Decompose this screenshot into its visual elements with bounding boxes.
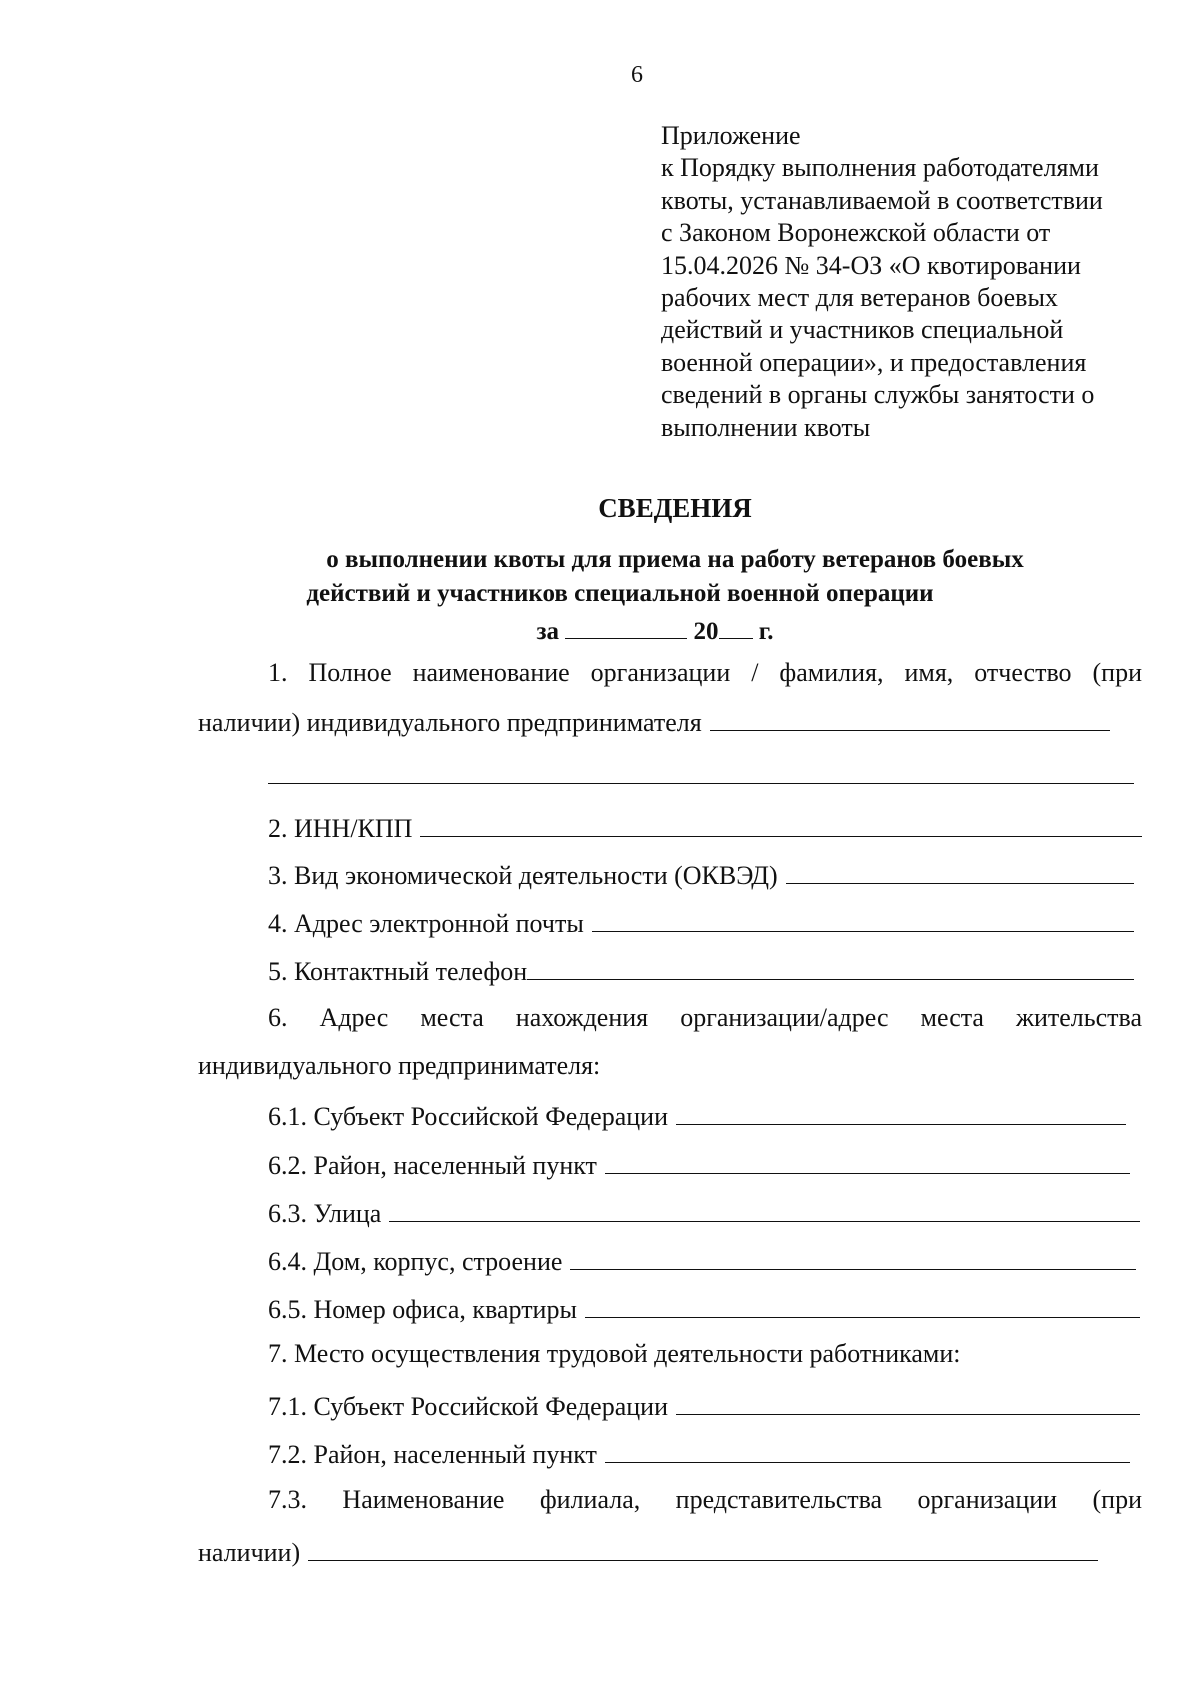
field-6-3 — [268, 1195, 1140, 1229]
field-4 — [268, 905, 1134, 939]
work-district-field[interactable] — [605, 1436, 1130, 1463]
field-6-2 — [268, 1147, 1130, 1181]
email-label: 4. Адрес электронной почты — [268, 909, 584, 938]
inn-kpp-label: 2. ИНН/КПП — [268, 814, 413, 843]
period-blank-field[interactable] — [565, 612, 687, 639]
email-field[interactable] — [592, 905, 1134, 932]
field-6-1 — [268, 1098, 1126, 1132]
okved-field[interactable] — [786, 857, 1134, 884]
field-1-label: наличии) индивидуального предпринимателя — [198, 708, 702, 737]
appendix-header — [661, 120, 1161, 444]
field-6-5 — [268, 1291, 1140, 1325]
period-suffix: г. — [758, 618, 774, 645]
period-prefix: за — [536, 618, 559, 645]
appendix-line: с Законом Воронежской области от — [661, 218, 1051, 248]
document-title: СВЕДЕНИЯ — [598, 493, 752, 523]
appendix-line: к Порядку выполнения работодателями — [661, 153, 1099, 183]
field-7-3-line-1: 7.3. Наименование филиала, представительства организации (при — [268, 1485, 1142, 1514]
work-subject-label: 7.1. Субъект Российской Федерации — [268, 1392, 668, 1421]
appendix-line: выполнении квоты — [661, 412, 871, 442]
appendix-line: военной операции», и предоставления — [661, 347, 1087, 377]
okved-label: 3. Вид экономической деятельности (ОКВЭД) — [268, 861, 778, 890]
field-6-line-1: 6. Адрес места нахождения организации/адрес места жительства — [268, 1003, 1142, 1032]
address-street-field[interactable] — [389, 1195, 1140, 1222]
address-building-label: 6.4. Дом, корпус, строение — [268, 1247, 563, 1276]
field-1-line-1: 1. Полное наименование организации / фамилия, имя, отчество (при — [268, 658, 1142, 687]
address-district-label: 6.2. Район, населенный пункт — [268, 1151, 597, 1180]
branch-name-field[interactable] — [308, 1534, 1098, 1561]
address-subject-label: 6.1. Субъект Российской Федерации — [268, 1102, 668, 1131]
field-7: 7. Место осуществления трудовой деятельности работниками: — [268, 1339, 961, 1368]
period-year: 20 — [693, 618, 719, 645]
address-street-label: 6.3. Улица — [268, 1199, 382, 1228]
branch-label: наличии) — [198, 1538, 301, 1567]
field-7-3-line-2 — [198, 1534, 1098, 1568]
address-office-label: 6.5. Номер офиса, квартиры — [268, 1295, 577, 1324]
field-5 — [268, 953, 1134, 987]
report-period — [0, 612, 1200, 646]
inn-kpp-field[interactable] — [420, 810, 1142, 837]
appendix-line: действий и участников специальной — [661, 315, 1064, 345]
org-name-field[interactable] — [710, 704, 1110, 731]
phone-field[interactable] — [527, 953, 1134, 980]
field-6-line-2: индивидуального предпринимателя: — [198, 1051, 601, 1080]
appendix-line: рабочих мест для ветеранов боевых — [661, 283, 1058, 313]
period-year-blank-field[interactable] — [719, 612, 753, 639]
address-building-field[interactable] — [570, 1243, 1136, 1270]
field-7-2 — [268, 1436, 1130, 1470]
appendix-line: сведений в органы службы занятости о — [661, 380, 1095, 410]
subtitle-line-1: о выполнении квоты для приема на работу ветеранов боевых — [326, 546, 1024, 573]
address-district-field[interactable] — [605, 1147, 1130, 1174]
phone-label: 5. Контактный телефон — [268, 957, 528, 986]
subtitle-line-2: действий и участников специальной военной операции — [306, 580, 934, 607]
work-district-label: 7.2. Район, населенный пункт — [268, 1440, 597, 1469]
address-subject-field[interactable] — [676, 1098, 1126, 1125]
org-name-field-continuation[interactable] — [268, 783, 1134, 784]
field-7-1 — [268, 1388, 1140, 1422]
appendix-line: Приложение — [661, 121, 801, 150]
page-number: 6 — [631, 62, 643, 88]
address-office-field[interactable] — [585, 1291, 1140, 1318]
field-3 — [268, 857, 1134, 891]
field-2 — [268, 810, 1142, 844]
appendix-line: квоты, устанавливаемой в соответствии — [661, 185, 1103, 215]
appendix-line: 15.04.2026 № 34-ОЗ «О квотировании — [661, 250, 1081, 280]
work-subject-field[interactable] — [676, 1388, 1140, 1415]
field-1-line-2 — [198, 704, 1110, 738]
field-6-4 — [268, 1243, 1136, 1277]
